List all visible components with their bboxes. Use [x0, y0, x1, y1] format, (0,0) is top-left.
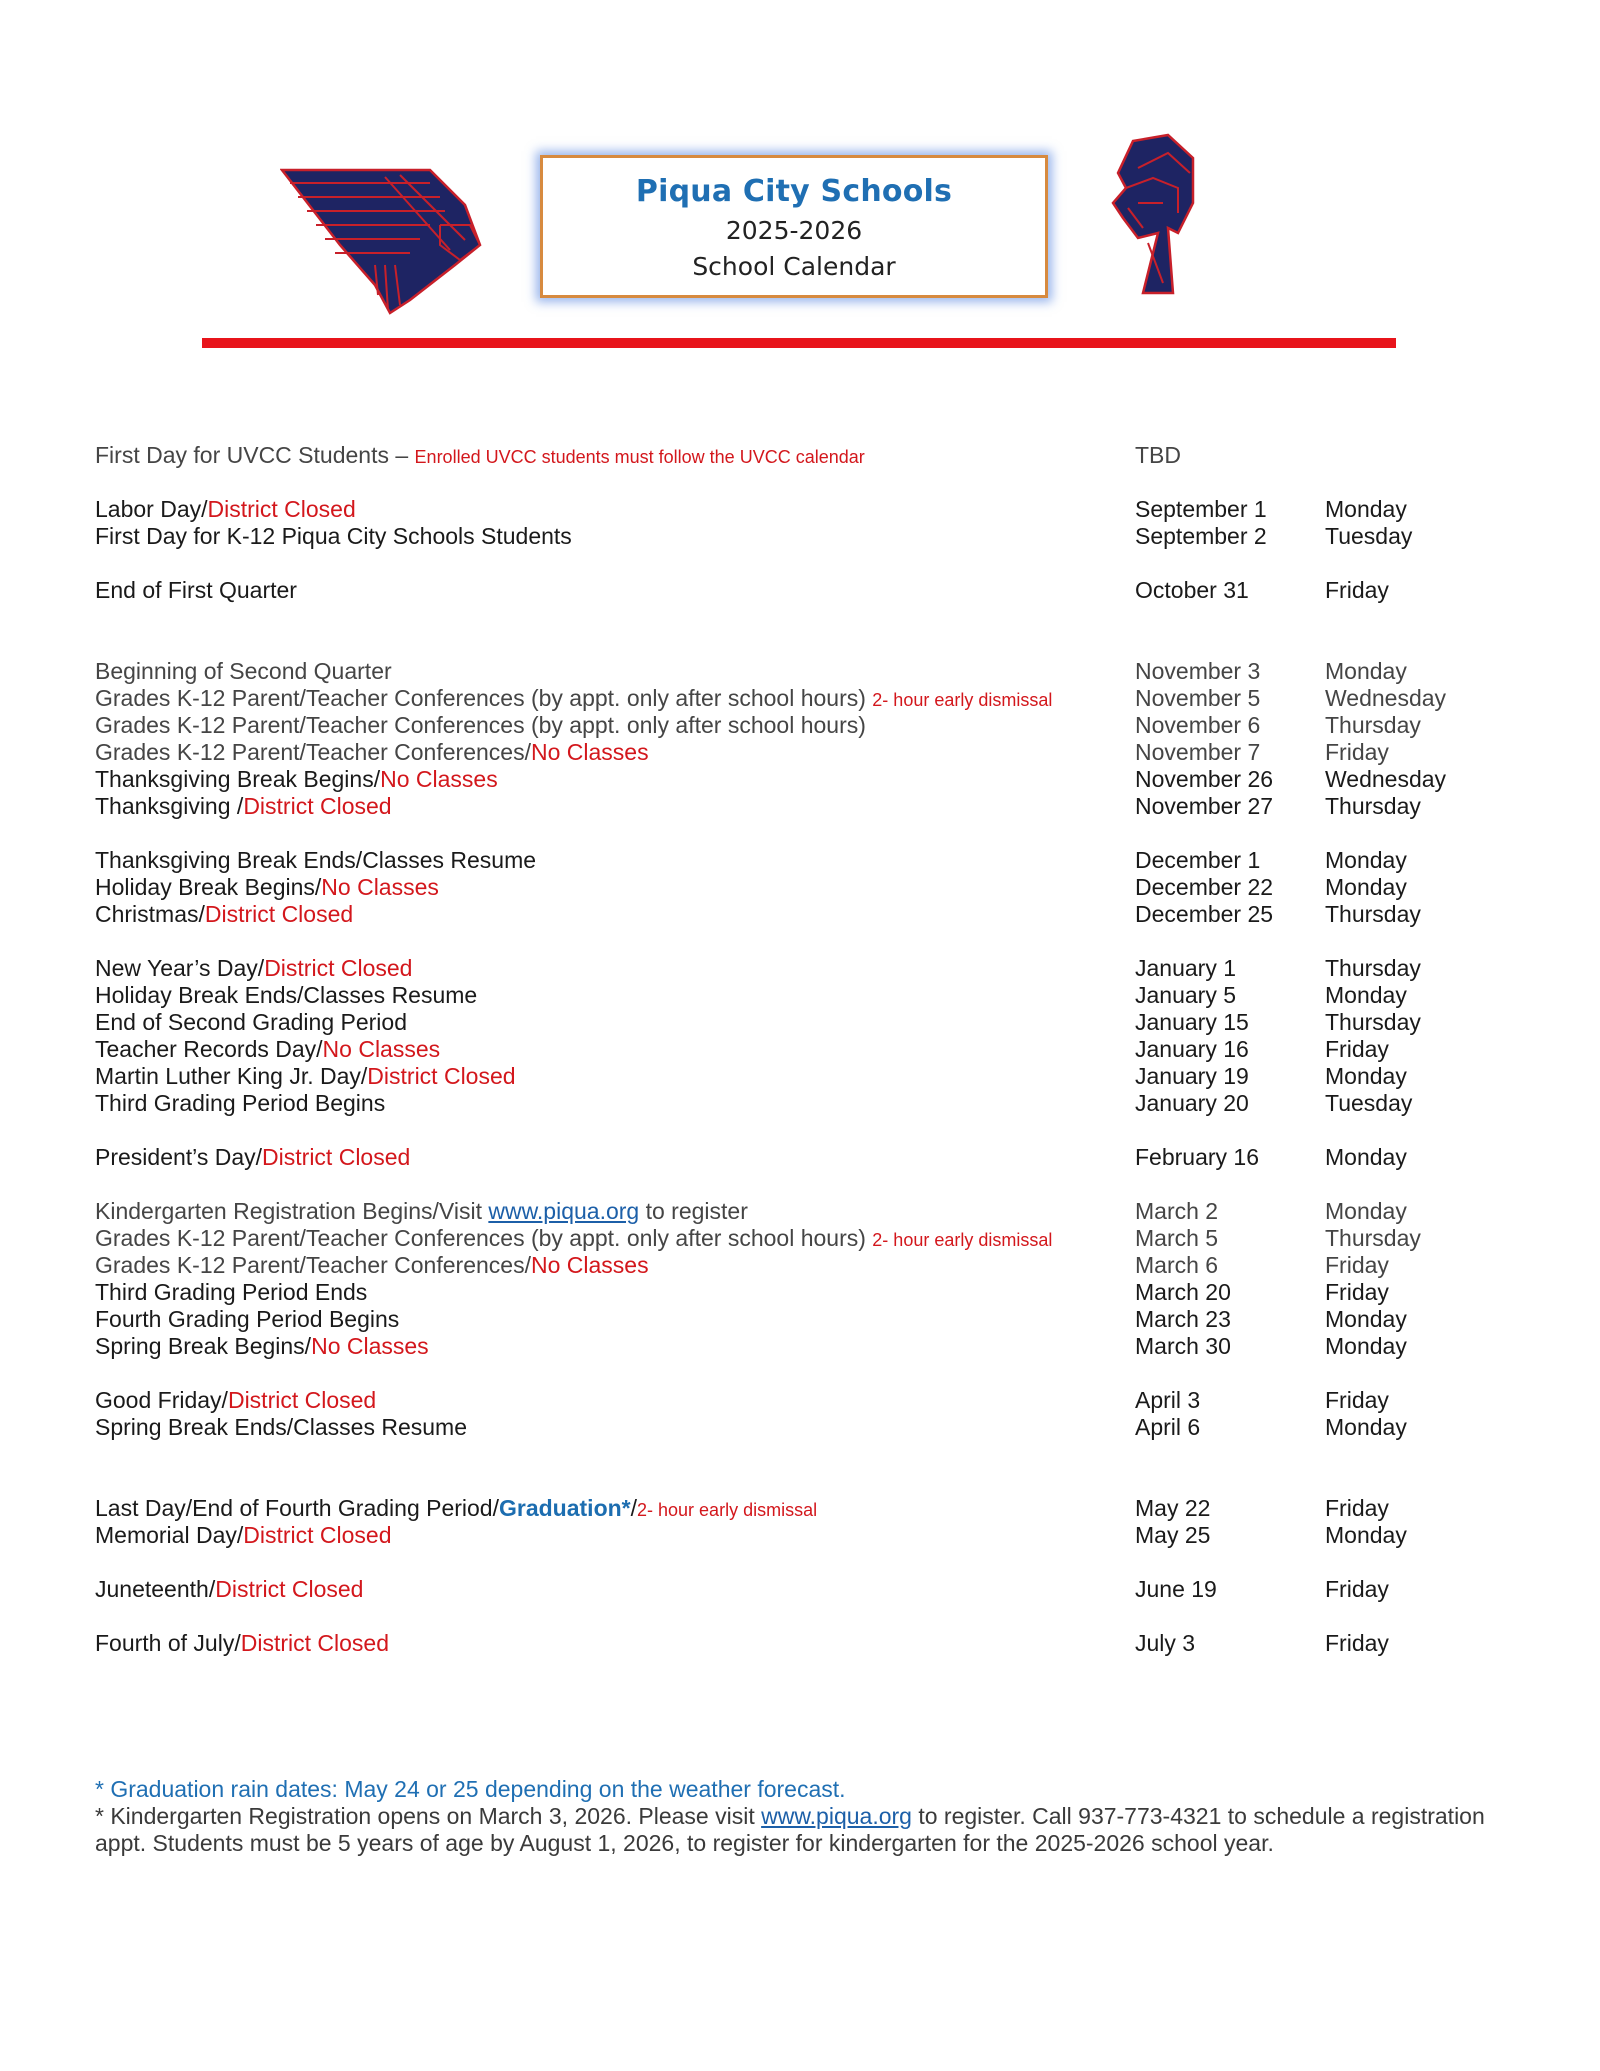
event-weekday: Monday	[1325, 1198, 1407, 1224]
event-description	[95, 874, 439, 901]
event-text: Martin Luther King Jr. Day/	[95, 1063, 368, 1089]
event-text: Holiday Break Begins/	[95, 874, 322, 900]
event-description	[95, 1252, 649, 1279]
calendar-event-row	[95, 1279, 1495, 1306]
graduation-footnote: * Graduation rain dates: May 24 or 25 depending on the weather forecast.	[95, 1776, 846, 1802]
event-date: May 22	[1135, 1495, 1211, 1521]
event-text: No Classes	[322, 1036, 441, 1062]
page-title: Piqua City Schools	[635, 174, 953, 209]
event-weekday: Wednesday	[1325, 685, 1447, 711]
event-date: November 6	[1135, 712, 1261, 738]
event-weekday: Monday	[1325, 1522, 1407, 1548]
calendar-event-row	[95, 712, 1495, 739]
event-date: November 5	[1135, 685, 1261, 711]
calendar-event-row	[95, 1090, 1495, 1117]
event-description	[95, 1225, 1052, 1254]
event-description	[95, 1333, 429, 1360]
event-weekday: Monday	[1325, 496, 1407, 522]
event-text: Last Day/End of Fourth Grading Period/	[95, 1495, 499, 1521]
calendar-event-row	[95, 1630, 1495, 1657]
event-weekday: Friday	[1325, 1576, 1389, 1602]
event-text: Grades K-12 Parent/Teacher Conferences (by appt. only after school hours)	[95, 685, 873, 711]
calendar-event-row	[95, 1414, 1495, 1441]
event-text: District Closed	[215, 1576, 364, 1602]
kindergarten-footnote-text-2: to register. Call 937-773-4321 to schedule a registration appt. Students must be 5 years of age by August 1, 2026, to register for kindergarten for the 2025-2026 school year.	[95, 1803, 1485, 1856]
calendar-event-row	[95, 793, 1495, 820]
event-date: January 5	[1135, 982, 1237, 1008]
event-weekday: Tuesday	[1325, 523, 1413, 549]
event-date: April 6	[1135, 1414, 1201, 1440]
event-description	[95, 1414, 467, 1441]
event-text: No Classes	[311, 1333, 429, 1359]
event-description	[95, 1279, 367, 1306]
event-date: April 3	[1135, 1387, 1201, 1413]
event-date: November 7	[1135, 739, 1261, 765]
calendar-event-row	[95, 1576, 1495, 1603]
calendar-event-row	[95, 685, 1495, 712]
event-text: Thanksgiving Break Ends/Classes Resume	[95, 847, 537, 873]
event-description	[95, 955, 412, 982]
event-description	[95, 712, 866, 739]
event-description	[95, 1522, 392, 1549]
calendar-event-row	[95, 1333, 1495, 1360]
event-text: 2- hour early dismissal	[872, 1230, 1053, 1250]
event-weekday: Monday	[1325, 1414, 1407, 1440]
red-divider	[202, 338, 1396, 348]
event-date: February 16	[1135, 1144, 1260, 1170]
event-description	[95, 739, 649, 766]
event-text: Fourth of July/	[95, 1630, 241, 1656]
event-text: to register	[639, 1198, 748, 1224]
event-text: End of First Quarter	[95, 577, 297, 603]
calendar-event-row	[95, 982, 1495, 1009]
event-weekday: Thursday	[1325, 955, 1421, 981]
event-date: March 30	[1135, 1333, 1231, 1359]
calendar-event-row	[95, 1495, 1495, 1522]
event-description	[95, 847, 536, 874]
event-text: No Classes	[530, 1252, 649, 1278]
event-text: 2- hour early dismissal	[872, 690, 1053, 710]
event-text: District Closed	[207, 496, 356, 522]
event-text: District Closed	[367, 1063, 516, 1089]
event-description	[95, 982, 477, 1009]
event-text: Grades K-12 Parent/Teacher Conferences (by appt. only after school hours)	[95, 1225, 873, 1251]
calendar-event-row	[95, 1063, 1495, 1090]
event-text: District Closed	[204, 901, 354, 927]
event-description	[95, 1306, 399, 1333]
event-weekday: Friday	[1325, 1036, 1389, 1062]
event-description	[95, 658, 392, 685]
event-text: Kindergarten Registration Begins/Visit	[95, 1198, 489, 1224]
event-date: December 25	[1135, 901, 1274, 927]
calendar-event-row	[95, 766, 1495, 793]
event-text: District Closed	[262, 1144, 411, 1170]
event-description	[95, 442, 865, 471]
event-text: Good Friday/	[95, 1387, 228, 1413]
event-date: March 5	[1135, 1225, 1219, 1251]
event-description	[95, 1009, 407, 1036]
event-weekday: Thursday	[1325, 1009, 1421, 1035]
event-text: Grades K-12 Parent/Teacher Conferences (by appt. only after school hours)	[95, 712, 866, 738]
event-text: District Closed	[264, 955, 413, 981]
event-weekday: Tuesday	[1325, 1090, 1413, 1116]
event-description	[95, 901, 353, 928]
piqua-website-link[interactable]: www.piqua.org	[488, 1198, 640, 1224]
event-text: Juneteenth/	[95, 1576, 216, 1602]
event-weekday: Friday	[1325, 577, 1389, 603]
event-date: September 1	[1135, 496, 1267, 522]
event-date: TBD	[1135, 442, 1181, 468]
calendar-event-row	[95, 442, 1495, 469]
kindergarten-footnote-text: * Kindergarten Registration opens on March 3, 2026. Please visit	[95, 1803, 762, 1829]
event-date: January 15	[1135, 1009, 1249, 1035]
event-description	[95, 1387, 376, 1414]
calendar-event-row	[95, 1009, 1495, 1036]
event-weekday: Friday	[1325, 1630, 1389, 1656]
calendar-event-row	[95, 1144, 1495, 1171]
event-text: Thanksgiving Break Begins/	[95, 766, 381, 792]
event-description	[95, 766, 498, 793]
indian-head-front-logo	[1108, 133, 1203, 298]
event-weekday: Monday	[1325, 1306, 1407, 1332]
piqua-website-link[interactable]: www.piqua.org	[761, 1803, 912, 1829]
event-date: January 16	[1135, 1036, 1249, 1062]
event-text: Grades K-12 Parent/Teacher Conferences/	[95, 1252, 531, 1278]
event-weekday: Friday	[1325, 1495, 1389, 1521]
calendar-event-row	[95, 1306, 1495, 1333]
event-date: July 3	[1135, 1630, 1196, 1656]
event-description	[95, 496, 356, 523]
event-text: Labor Day/	[95, 496, 208, 522]
calendar-event-row	[95, 1387, 1495, 1414]
event-text: No Classes	[380, 766, 498, 792]
event-date: December 1	[1135, 847, 1261, 873]
event-description	[95, 1576, 363, 1603]
event-date: October 31	[1135, 577, 1249, 603]
event-date: November 26	[1135, 766, 1274, 792]
event-description	[95, 1063, 516, 1090]
event-weekday: Friday	[1325, 1252, 1389, 1278]
kindergarten-footnote	[95, 1803, 1515, 1857]
event-text: Graduation*	[499, 1495, 631, 1521]
event-weekday: Monday	[1325, 982, 1407, 1008]
event-weekday: Thursday	[1325, 712, 1421, 738]
school-year: 2025-2026	[725, 216, 863, 245]
event-text: Christmas/	[95, 901, 205, 927]
calendar-event-row	[95, 874, 1495, 901]
event-text: District Closed	[243, 1522, 392, 1548]
calendar-event-row	[95, 1036, 1495, 1063]
calendar-event-row	[95, 1225, 1495, 1252]
event-text: Teacher Records Day/	[95, 1036, 323, 1062]
event-date: May 25	[1135, 1522, 1211, 1548]
event-text: No Classes	[530, 739, 649, 765]
event-text: President’s Day/	[95, 1144, 263, 1170]
calendar-event-row	[95, 523, 1495, 550]
event-description	[95, 1198, 748, 1225]
event-date: January 20	[1135, 1090, 1249, 1116]
event-weekday: Thursday	[1325, 901, 1421, 927]
event-date: September 2	[1135, 523, 1267, 549]
event-text: District Closed	[243, 793, 392, 819]
event-date: March 23	[1135, 1306, 1231, 1332]
event-text: District Closed	[240, 1630, 389, 1656]
event-description	[95, 1495, 817, 1524]
event-weekday: Monday	[1325, 1333, 1407, 1359]
page-subtitle: School Calendar	[692, 252, 896, 281]
event-weekday: Monday	[1325, 847, 1407, 873]
title-box	[540, 155, 1048, 298]
event-description	[95, 1630, 389, 1657]
event-text: Spring Break Begins/	[95, 1333, 312, 1359]
event-text: Holiday Break Ends/Classes Resume	[95, 982, 478, 1008]
event-weekday: Thursday	[1325, 793, 1421, 819]
event-text: New Year’s Day/	[95, 955, 265, 981]
event-description	[95, 1090, 385, 1117]
calendar-event-row	[95, 901, 1495, 928]
event-date: March 20	[1135, 1279, 1231, 1305]
event-text: Third Grading Period Ends	[95, 1279, 368, 1305]
calendar-event-row	[95, 847, 1495, 874]
event-date: December 22	[1135, 874, 1274, 900]
event-weekday: Monday	[1325, 874, 1407, 900]
event-date: June 19	[1135, 1576, 1217, 1602]
calendar-event-row	[95, 1198, 1495, 1225]
event-date: November 27	[1135, 793, 1274, 819]
event-text: No Classes	[321, 874, 439, 900]
event-description	[95, 577, 297, 604]
event-description	[95, 793, 392, 820]
event-weekday: Wednesday	[1325, 766, 1447, 792]
calendar-event-row	[95, 496, 1495, 523]
event-text: Memorial Day/	[95, 1522, 244, 1548]
event-text: First Day for UVCC Students –	[95, 442, 415, 468]
event-weekday: Friday	[1325, 1279, 1389, 1305]
calendar-event-row	[95, 1252, 1495, 1279]
event-weekday: Monday	[1325, 1063, 1407, 1089]
calendar-event-row	[95, 1522, 1495, 1549]
event-text: Grades K-12 Parent/Teacher Conferences/	[95, 739, 531, 765]
event-text: Spring Break Ends/Classes Resume	[95, 1414, 467, 1440]
event-text: Thanksgiving /	[95, 793, 244, 819]
event-text: District Closed	[227, 1387, 377, 1413]
event-weekday: Friday	[1325, 739, 1389, 765]
event-text: Fourth Grading Period Begins	[95, 1306, 400, 1332]
event-date: November 3	[1135, 658, 1261, 684]
event-weekday: Monday	[1325, 1144, 1407, 1170]
indian-head-profile-logo	[280, 165, 495, 315]
calendar-event-row	[95, 658, 1495, 685]
event-date: January 19	[1135, 1063, 1249, 1089]
event-text: Third Grading Period Begins	[95, 1090, 386, 1116]
calendar-event-row	[95, 955, 1495, 982]
event-description	[95, 523, 572, 550]
event-text: Enrolled UVCC students must follow the UVCC calendar	[414, 447, 865, 467]
calendar-event-row	[95, 577, 1495, 604]
event-text: First Day for K-12 Piqua City Schools Students	[95, 523, 572, 549]
event-text: /	[630, 1495, 638, 1521]
calendar-event-row	[95, 739, 1495, 766]
event-description	[95, 1036, 440, 1063]
event-weekday: Thursday	[1325, 1225, 1421, 1251]
event-text: 2- hour early dismissal	[637, 1500, 818, 1520]
event-weekday: Friday	[1325, 1387, 1389, 1413]
event-text: End of Second Grading Period	[95, 1009, 407, 1035]
event-text: Beginning of Second Quarter	[95, 658, 392, 684]
event-description	[95, 1144, 410, 1171]
event-date: March 2	[1135, 1198, 1219, 1224]
event-weekday: Monday	[1325, 658, 1407, 684]
event-description	[95, 685, 1052, 714]
event-date: January 1	[1135, 955, 1237, 981]
event-date: March 6	[1135, 1252, 1219, 1278]
